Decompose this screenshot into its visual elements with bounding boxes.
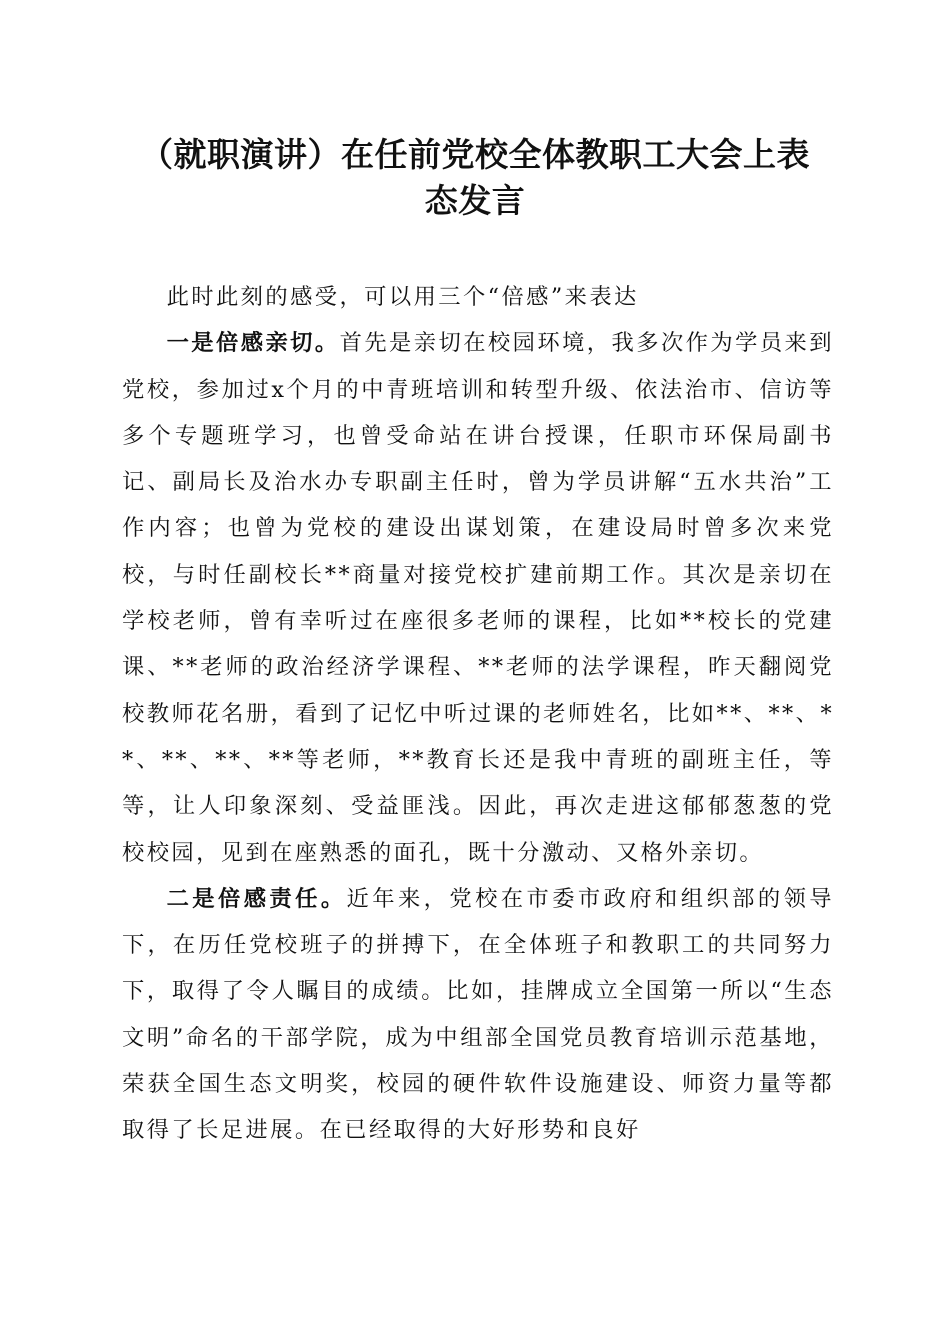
section-2-paragraph <box>122 876 834 1154</box>
section-1-lead: 一是倍感亲切。 <box>166 330 340 357</box>
title-line-2: 态发言 <box>424 181 526 220</box>
title-line-1: （就职演讲）在任前党校全体教职工大会上表 <box>140 135 810 174</box>
section-1-paragraph <box>122 320 834 876</box>
intro-paragraph: 此时此刻的感受，可以用三个“倍感”来表达 <box>166 284 639 310</box>
section-2-text: 近年来，党校在市委市政府和组织部的领导下，在历任党校班子的拼搏下，在全体班子和教职工的共同努力下，取得了令人瞩目的成绩。比如，挂牌成立全国第一所以“生态文明”命名的干部学院，成为中组部全国党员教育培训示范基地，荣获全国生态文明奖，校园的硬件软件设施建设、师资力量等都取得了长足进展。在已经取得的大好形势和良好 <box>122 885 834 1144</box>
document-title <box>110 132 840 224</box>
section-2-lead: 二是倍感责任。 <box>166 885 347 912</box>
section-1-text: 首先是亲切在校园环境，我多次作为学员来到党校，参加过x个月的中青班培训和转型升级、依法治市、信访等多个专题班学习，也曾受命站在讲台授课，任职市环保局副书记、副局长及治水办专职副主任时，曾为学员讲解“五水共治”工作内容；也曾为党校的建设出谋划策，在建设局时曾多次来党校，与时任副校长**商量对接党校扩建前期工作。其次是亲切在学校老师，曾有幸听过在座很多老师的课程，比如**校长的党建课、**老师的政治经济学课程、**老师的法学课程，昨天翻阅党校教师花名册，看到了记忆中听过课的老师姓名，比如**、**、**、**、**、**等老师，**教育长还是我中青班的副班主任，等等，让人印象深刻、受益匪浅。因此，再次走进这郁郁葱葱的党校校园，见到在座熟悉的面孔，既十分激动、又格外亲切。 <box>122 330 834 866</box>
document-body <box>122 274 834 1154</box>
